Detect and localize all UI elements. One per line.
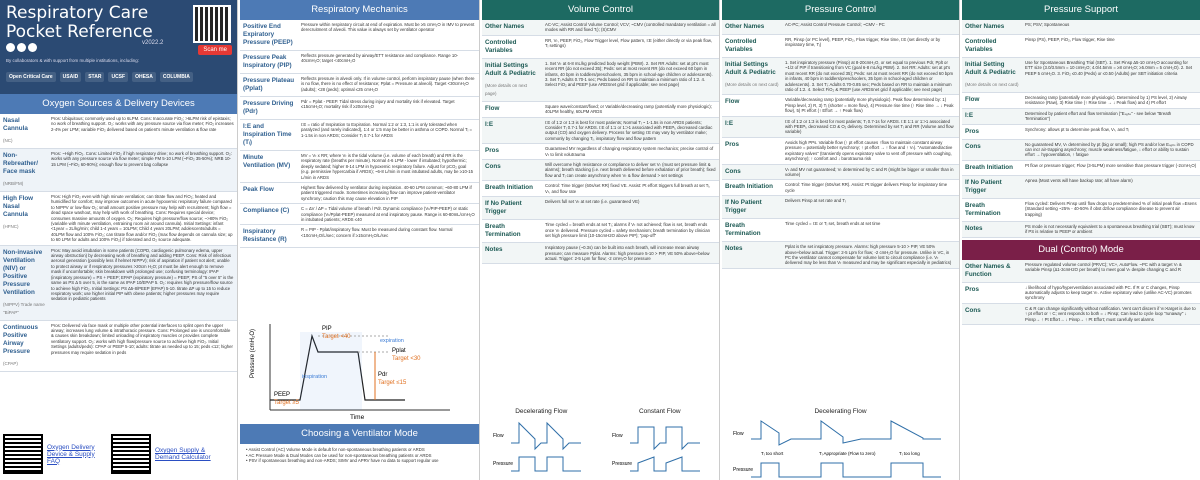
row-label: Pressure Plateau (Pplat) <box>243 77 295 92</box>
row-label: Cons <box>965 306 981 314</box>
row-value: Pros: May avoid intubation in some patients (COPD, cardiogenic pulmonary edema, upper airway obstruction) by decreasing work of breathing and adding PEEP. Cons: Risk of infectious aerosol generation (possibly less if helmet NIPPV); risk of aspiration if patient not alert; unable to protect airway or if respiratory pressures >20cm H₂O; pt must be alert enough to remove mask if uncomfortable; skin breakdown with prolonged use; confusing terminology: IPAP (inspiratory pressure) = PS + PEEP; EPAP (expiratory pressure) = PEEP; PS of "5 over 5" is the same as PS ∆ 5 over 5, is the same as IPAP 10/EPAP 5. O₂: requires high pressure/flow source to achieve high FiO₂. Initial Settings: PS ∆5-8/PEEP (EPAP) 5-10. titrate ∆P up to 15 to reduce respiratory work; use higher initial PIP with obese patients; higher pressures may require sedation in pediatric patients <box>51 247 234 302</box>
table-row <box>482 181 719 197</box>
logo-columbia: COLUMBIA <box>160 72 193 82</box>
row-value: Reflects pressure in alveoli only. If in volume control, perform inspiratory pause (when there is no flow, there is no effect of resistance; Pplat = Pressure at alveoli). Target <30cmH₂O (adults); <28 (peds); optimal ≤25 cmH₂O <box>301 76 475 92</box>
pplat-target: Target <30 <box>392 356 421 362</box>
choose-mode-title: Choosing a Ventilator Mode <box>240 424 479 444</box>
row-value: Highest flow delivered by ventilator during inspiration. 40-60 LPM common; ~60-80 LPM if patient triggered mode. Sometimes increasing flow can improve patient-ventilator synchrony; caution this may cause elevation in PIP <box>301 185 472 201</box>
table-row <box>482 197 719 220</box>
row-label: Peak Flow <box>243 186 274 194</box>
license-icons <box>6 43 37 52</box>
row-value: AC-VC; Assist Control Volume Control; VCV; ~CMV (controlled mandatory ventilation = all modes with RR and fixed Tᵢ); (S)CMV <box>545 22 716 33</box>
table-row <box>482 144 719 160</box>
inspiration-label: inspiration <box>302 374 328 380</box>
flow-axis-label: Flow <box>493 433 504 439</box>
table-row <box>722 35 959 58</box>
support-section-title: Pressure Support <box>962 0 1200 20</box>
table-row <box>0 114 237 149</box>
row-label: I:E <box>965 111 974 119</box>
row-value: Control: Time trigger (60s/set RR). Assist: Pt trigger delivers Pinsp for inspiratory time cycle <box>785 182 948 193</box>
table-row <box>482 102 719 118</box>
table-row <box>962 140 1200 161</box>
row-label: High Flow Nasal Cannula (HFNC) <box>0 192 48 245</box>
row-value: I:E of 1:2 or 1:3 is best for most patients; Tᵢ 0.7-1s for ARDS. I:E 1:1 or 1:>1 associated with PEEPᵢ, decreased CO & O₂ delivery. Determined by set Tᵢ and RR (Volume and flow variable) <box>785 118 954 135</box>
table-row <box>722 219 959 242</box>
flow-axis-label: Flow <box>611 433 623 439</box>
row-label: Cons <box>725 167 741 175</box>
row-value: Pt flow or pressure trigger; Flow (3-5LPM) more sensitive than pressure trigger (-2cmH₂O) <box>1025 162 1197 168</box>
table-row <box>962 93 1200 109</box>
row-label: Controlled Variables <box>725 38 757 53</box>
row-sublabel: (NC) <box>3 138 13 143</box>
dual-section-title: Dual (Control) Mode <box>962 240 1200 260</box>
table-row <box>240 204 479 225</box>
pressure-axis-label: Pressure <box>493 461 514 467</box>
row-label: Flow <box>485 104 500 112</box>
row-label: If No Patient Trigger <box>485 200 522 216</box>
table-row <box>722 165 959 181</box>
row-label: Non-Rebreather/ Face mask (NRB/FM) <box>0 149 48 191</box>
row-value: Apnea (Most vents will have backup rate; all have alarm) <box>1025 177 1133 183</box>
graph-title: Decelerating Flow <box>515 408 568 415</box>
oxygen-faq-link[interactable]: Oxygen Delivery Device & Supply FAQ <box>47 443 95 465</box>
logo-ucsf: UCSF <box>108 72 128 82</box>
dual-table <box>962 260 1200 325</box>
version-label: v2022.2 <box>142 40 164 46</box>
partner-logos <box>6 72 233 82</box>
row-value: 1. Set Vₜ at 6-8 mL/kg predicted body weight (PBW). 2. Set RR Adults: set at pt's most recent RR (do not exceed 35); Peds: set at most recent RR (do not exceed 60 bpm in infants, 40 bpm in toddlers/preschoolers, 35 bpm in school-age children or adolescents). 3. Set Tᵢ Adults 0.70-1 sec; Peds based on RR to maintain a minimum ratio of 1:2. 4. Select FiO₂ and PEEP (use ARDSnet grid if applicable; see next page) <box>545 60 713 88</box>
row-value: Square wave/constant/fixed; or Variable/decreasing ramp (potentially more physiologic); 40LPM healthy, 60LPM ARDS <box>545 103 712 115</box>
nc-icon <box>28 43 37 52</box>
volume-section-title: Volume Control <box>482 0 719 20</box>
reference-links <box>0 428 237 480</box>
table-row <box>962 199 1200 222</box>
table-row <box>722 20 959 35</box>
row-value: Flow cycled: Delivers Pinsp until flow drops to predetermined % of initial peak flow =Esens (Standard setting ~25% - 40-50% if obst dz/low compliance disease to prevent air trapping) <box>1025 200 1197 217</box>
row-label: Pros <box>725 140 739 148</box>
row-sublabel: (NIPPV) Trade name "BiPAP" <box>3 301 45 315</box>
constant-flow-graph <box>610 408 710 480</box>
row-value: Pplat is the set inspiratory pressure. Alarms: high pressure 5-10 > PIP, VE 50% above+below actual. Trigger: 2-5 Lpm for flow; -2 cmH₂O for pressure. Unlike in VC, in PC the ventilator cannot compensate for volume lost to circuit compliance (i.e. Vₜ delivered may be less than Vₜ measured and may be significant especially in pediatrics) <box>785 244 952 266</box>
collab-text: By collaborators & with support from multiple institutions, including: <box>6 58 140 63</box>
row-sublabel: (HFNC) <box>3 224 19 229</box>
row-label: Pros <box>965 285 979 293</box>
table-row <box>962 35 1200 58</box>
pressure-time-diagram <box>240 318 479 422</box>
list-item: • Assist Control (AC) Volume Mode is default for non-spontaneous breathing patients or ARDS <box>246 447 425 452</box>
column-volume-control <box>482 0 720 480</box>
row-value: I:E of 1:2 or 1:3 is best for most patients; Normal Tᵢ ~ 1-1.5s in non ARDS patients; Consider Tᵢ 0.7-1 for ARDS. I:E of 1:1 or 1:>1 associated with PEEPᵢ, decreased cardiac output (CO) and oxygen delivery. Process for setting I:E may vary by ventilator make; commonly by changing Tᵢ, inspiratory flow and flow pattern <box>545 119 713 141</box>
table-row <box>962 125 1200 140</box>
table-row <box>0 192 237 246</box>
row-value: Vₜ and MV not guaranteed; Vₜ determined by C and R (might be bigger or smaller than in volume) <box>785 166 954 177</box>
column-oxygen <box>0 0 238 480</box>
row-label: Non-invasive Ventilation (NIV) or Positive Pressure Ventilation (NIPPV) Trade name "BiPAP" <box>3 248 45 315</box>
pressure-table <box>722 20 959 269</box>
table-row <box>722 58 959 95</box>
oxygen-table <box>0 114 237 372</box>
row-value: R = PIP - Pplat/inspiratory flow. Must be measured during constant flow. Normal <10cmH₂O/L/sec; concern if ≥15cmH₂O/L/sec <box>301 227 453 238</box>
row-value: C & R can change significantly without notification. Vent can't discern if Vₜ>target is due to ↑ pt effort or ↑ C; vent responds to both = ↓ Pinsp; Can lead to cycle loop "runaway" ↓ Pinsp→ ↑ Pt Effort→ ↓ Pinsp→ ↑ Pt Effort; must carefully set alarms <box>1025 305 1196 322</box>
row-value: Pdr = Pplat - PEEP. Tidal stress during injury and mortality risk if elevated. Target ≤15cmH₂O; mortality risk if ≥20cmH₂O <box>301 99 455 110</box>
row-label: I:E <box>485 120 494 128</box>
logo-ohesa: OHESA <box>132 72 156 82</box>
row-label: Cons <box>965 142 981 150</box>
row-label: Minute Ventilation (MV) <box>243 154 291 169</box>
table-row <box>722 138 959 165</box>
table-row <box>962 222 1200 238</box>
row-value: Use for Spontaneous Breathing Trial (SBT). 1. Set Pinsp ∆5-10 cmH₂O accounting for ETT size (3.0/3.5mm = 10 cmH₂O; 4.0/4.5mm = ≥8 cmH₂O; ≥5.0mm = 5 cmH₂O). 2. Set PEEP 5 cmH₂O. 3. FiO₂ ≤0.40 (Peds) or ≤0.50 (Adults) per SBT initiation criteria <box>1025 60 1193 76</box>
table-row <box>0 246 237 321</box>
mechanics-table <box>240 20 479 248</box>
row-value: Control: Time trigger (60s/set RR) fixed VE. Assist: Pt effort triggers full breath at set Tᵢ, Vₜ, and flow rate <box>545 183 711 194</box>
table-row <box>482 243 719 264</box>
peep-target: Target ≥5 <box>274 400 299 406</box>
row-value: PS mode is not necessarily equivalent to a spontaneous breathing trial (SBT); must know if PS is relative to PEEP or ambient <box>1025 223 1195 235</box>
row-label: Notes <box>965 224 983 232</box>
pdr-target: Target ≤15 <box>378 380 407 386</box>
row-label: Inspiratory Resistance (R) <box>243 228 287 244</box>
logo-occ: Open Critical Care <box>6 72 56 82</box>
row-label: Notes <box>485 246 503 254</box>
table-row <box>722 117 959 138</box>
pressure-section-title: Pressure Control <box>722 0 959 20</box>
row-label: Pros <box>965 127 979 135</box>
row-value: Will overcome high resistance or compliance to deliver set Vₜ (must set pressure limit & alarms); breath stacking (i.e. next breath delivered before exhalation of prior breath); fixed flow and Tᵢ can create asynchrony when Vₜ & flow demand > set settings <box>545 162 716 178</box>
table-row <box>962 176 1200 199</box>
cc-icon <box>6 43 15 52</box>
table-row <box>482 160 719 181</box>
row-value: Pros: Ubiquitous; commonly used up to 6LPM. Cons: Inaccurate FiO₂; >6LPM risk of epistaxis; no work of breathing support. O₂: works with any pressure source via flow meter; FiO₂ increases 2-4% per LPM; variable FiO₂ delivered based on patient's minute ventilation & flow rate <box>51 116 234 132</box>
peep-label: PEEP <box>274 392 291 398</box>
row-label: Pressure Driving (Pdr) <box>243 100 294 115</box>
volume-table <box>482 20 719 264</box>
row-sublabel: (More details on next card) <box>725 82 779 87</box>
table-row <box>482 59 719 102</box>
column-pressure-support <box>962 0 1200 480</box>
row-sublabel: (More details on next card) <box>965 82 1019 87</box>
row-value: AC-PC; Assist Control Pressure Control; ~CMV - PC <box>785 22 885 27</box>
ti-too-short-label: Tᵢ too short <box>760 451 783 456</box>
row-label: Initial Settings Adult & Pediatric (More details on next page) <box>482 59 542 101</box>
row-label: Controlled Variables <box>485 38 517 54</box>
table-row <box>962 283 1200 304</box>
row-sublabel: (More details on next page) <box>485 82 528 96</box>
support-table <box>962 20 1200 238</box>
row-sublabel: (CPAP) <box>3 360 18 366</box>
table-row <box>962 109 1200 125</box>
pip-label: PIP <box>322 326 332 332</box>
row-label: Other Names <box>725 23 765 30</box>
row-label: Breath Termination <box>725 222 761 238</box>
table-row <box>0 149 237 192</box>
flow-axis-label: Flow <box>732 431 744 437</box>
row-value: Avoids high PPs. Variable flow (↑ pt effort causes ↑flow to maintain constant airway pressure = potentially better synchrony; ↑ pt effort → ↑ flow and ↑ Vₜ). "Automated/active expiratory valves" (transiently opens expiratory valve to vent off pressure with coughing, asynchrony); ↑ comfort and ↓ barotrauma risk <box>785 139 953 162</box>
decelerating-flow-graph <box>491 408 591 480</box>
row-value: No guaranteed MV, Vₜ determined by pt (big or small); high PS and/or low Eₛₑₙₛ in COPD can incr air-trapping asynchrony; muscle weakness/fatigue, ↓ effort or ability to sustain effort → hypoventilation, ↑ fatigue <box>1025 141 1194 158</box>
row-label: Breath Initiation <box>485 184 533 192</box>
row-value: PS; PSV; Spontaneous <box>1025 22 1070 27</box>
table-row <box>240 225 479 248</box>
table-row <box>240 97 479 120</box>
qr-code-icon[interactable] <box>193 5 231 43</box>
row-label: Positive End Expiratory Pressure (PEEP) <box>243 23 293 46</box>
expiration-label: expiration <box>380 338 404 344</box>
pressure-axis-label: Pressure <box>732 467 753 473</box>
table-row <box>240 120 479 151</box>
table-row <box>962 161 1200 176</box>
title-banner <box>0 0 237 94</box>
row-value: Inspiratory pause (~0.3s) can be built into each breath, will increase mean airway pressure; can measure Pplat. Alarms: high pressure 5-10 > PIP, VE 50% above+below actual. Trigger: 2-5 Lpm for flow; -2 cmH₂O for pressure <box>545 245 710 261</box>
row-label: Nasal Cannula (NC) <box>0 114 48 148</box>
mechanics-section-title: Respiratory Mechanics <box>240 0 479 20</box>
row-label: Breath Termination <box>485 223 521 239</box>
row-value: Pressure regulated volume control (PRVC); VC+, AutoFlow. ~PC with a target Vₜ & variable Pinsp (∆1-3cmH2O per breath) to meet goal Vₜ despite changing C and R <box>1025 261 1182 273</box>
list-item: • AC Pressure Mode & Dual Modes can be used for non-spontaneous breathing patients or ARDS <box>246 452 432 458</box>
table-row <box>722 242 959 269</box>
pip-target: Target <40 <box>322 334 351 340</box>
row-label: Breath Initiation <box>725 183 773 191</box>
row-value: Guaranteed MV regardless of changing respiratory system mechanics; precise control of Vₜ to limit volutrauma <box>545 146 714 157</box>
row-label: Breath Initiation <box>965 163 1013 171</box>
row-value: Pinsp (PS), PEEP, FiO₂, Flow trigger, Rise time <box>1025 37 1115 42</box>
page-title: Respiratory Care Pocket Reference <box>6 3 153 42</box>
by-icon <box>17 43 26 52</box>
row-label: Flow <box>725 98 740 106</box>
table-row <box>722 95 959 116</box>
table-row <box>482 36 719 59</box>
ti-appropriate-label: Tᵢ Appropriate (Flow to zero) <box>818 451 875 456</box>
column-mechanics <box>240 0 480 480</box>
row-label: If No Patient Trigger <box>725 199 762 215</box>
column-pressure-control <box>722 0 960 480</box>
table-row <box>482 118 719 145</box>
logo-usaid: USAID <box>60 72 82 82</box>
pplat-label: Pplat <box>392 348 406 354</box>
pressure-graphs <box>722 408 959 480</box>
row-label: Compliance (C) <box>243 207 290 215</box>
row-label: Controlled Variables <box>965 38 997 53</box>
row-label: Pressure Peak Inspiratory (PIP) <box>243 54 292 69</box>
scan-me-badge: Scan me <box>198 45 232 55</box>
table-row <box>962 20 1200 35</box>
table-row <box>0 321 237 372</box>
row-label: Notes <box>725 245 743 253</box>
table-row <box>240 20 479 51</box>
pressure-axis-label: Pressure <box>611 461 632 467</box>
y-axis-label: Pressure (cmH₂O) <box>250 329 256 378</box>
row-label: Initial Settings Adult & Pediatric (More details on next card) <box>725 61 779 87</box>
row-value: I:E = ratio of Inspiration to Expiration. Normal 1:2 or 1:3, 1:1 is only tolerated when paralyzed (and rarely indicated), 1:4 or 1:5 may be better in asthma or COPD. Normal Tᵢ = 1-1.5s in non ARDS; Consider Tᵢ 0.7-1 for ARDS <box>301 122 472 138</box>
table-row <box>240 51 479 74</box>
row-value: RR, Vₜ, PEEP, FiO₂, Flow Trigger level, Flow pattern, I:E (either directly or via peak flow, Tᵢ settings) <box>545 37 712 49</box>
row-label: If No Patient Trigger <box>965 178 1002 194</box>
row-value: C = ∆V / ∆P = Tidal volume of breath / Pdr. Dynamic compliance (Vₜ/PIP-PEEP) or static compliance (Vₜ/Pplat-PEEP) measured at end inspiratory pause. Range is 60-80mL/cmH₂O in intubated patients; ARDS ≤40 <box>301 206 475 223</box>
row-label: Breath Termination <box>965 201 1001 217</box>
row-label: Cons <box>485 163 501 171</box>
x-axis-label: Time <box>350 414 365 421</box>
row-value: Decreasing ramp (potentially more physiologic). Determined by 1) PS level, 2) Airway resistance (Raw), 3) Rise time (↑ Rise time → ↓ Peak flow) and 4) Pt effort <box>1025 95 1187 106</box>
row-value: Delivers full set Vₜ at set rate (i.e. guaranteed VE) <box>545 199 640 205</box>
table-row <box>962 304 1200 325</box>
logo-star: STAR <box>85 72 104 82</box>
choose-mode-section <box>240 424 479 467</box>
row-sublabel: (NRB/FM) <box>3 181 24 186</box>
table-row <box>962 58 1200 93</box>
row-value: Pros: ~High FiO₂. Cons: Limited FiO₂ if high respiratory drive; no work of breathing support. O₂: works with any pressure source via flow meter; simple FM 5-10 LPM (~FiO₂ 35-50%); NRB 10-15 LPM (~FiO₂ 60-90%); enough flow to prevent bag collapse <box>51 151 232 167</box>
row-value: RR, Pinsp (or PC level), PEEP, FiO₂, Flow trigger, Rise time, I:E (set directly or by inspiratory time, Tᵢ) <box>785 37 941 48</box>
row-value: Time cycled = breath ends at set Tᵢ; alarms if Vₜ not achieved; flow is set, breath ends once Vₜ delivered. Pressure cycled = safety mechanism; breath termination by clinician set high pressure limit (10-15cmH2O above PIP); "pop-off" <box>545 222 710 238</box>
qr-code-icon[interactable] <box>3 434 43 474</box>
row-label: Other Names <box>485 23 525 30</box>
row-value: Time cycled = I:E or Tᵢ set, breath ends at set time <box>785 221 881 227</box>
row-label: Continuous Positive Airway Pressure (CPAP) <box>0 321 48 371</box>
table-row <box>722 180 959 196</box>
list-item: • PSV if spontaneous breathing and non-ARDS; SIMV and APRV have no data to support regular use <box>246 458 439 464</box>
row-value: 1. Set inspiratory pressure (Pinsp) at 8-20cmH₂O, or set equal to previous Pdr, Pplt or ~1/2 of PIP if transitioning from VC (goal 6-8 mL/kg PBW). 2. Set RR: Adults: set at pt's most recent RR (do not exceed 35); Peds: set at most recent RR (do not exceed 60 bpm in infants, 40 bpm in toddlers/preschoolers, 35 bpm in school-aged children or adolescents). 3. Set Tᵢ: Adults 0.70-0.85 sec; Peds based on RR to maintain a minimum ratio of 1:2. 4. Select FiO₂ & PEEP (use ARDSnet grid if applicable; see next page) <box>785 60 954 93</box>
row-value: Pros: Delivered via face mask or multiple other potential interfaces to splint open the upper airway; increases lung volume & intrathoracic pressure. Cons: Prolonged use is uncomfortable & causes skin breakdown; limited unloading of inspiratory muscles or provides complete ventilatory support. O₂: works with high flow/pressure source to achieve high FiO₂. Initial Settings (adults/peds): CPAP or PEEP 5-10; adults: titrate as needed up to 15; peds ≤12; higher pressures may require sedation in peds <box>51 322 233 355</box>
row-label: I:E and Inspiration Time (Tᵢ) <box>243 123 292 146</box>
row-label: Other Names <box>965 23 1005 30</box>
ti-too-long-label: Tᵢ too long <box>898 451 920 456</box>
row-value: Variable/decreasing ramp (potentially more physiologic). Peak flow determined by: 1) Pinsp level, 2) R, 3) Tᵢ (shorter = more flow), 4) Pressure rise time (↑ Rise time → ↓ Peak flow), 5) Pt effort (↑ Effort → ↑ Peak flow) <box>785 97 954 114</box>
graph-title: Decelerating Flow <box>814 408 867 415</box>
row-label: Initial Setting Adult & Pediatric (More details on next card) <box>965 61 1019 87</box>
table-row <box>482 20 719 36</box>
table-row <box>482 220 719 243</box>
row-value: MV = Vₜ x RR; where Vₜ is the tidal volume (i.e. volume of each breath) and RR is the respiratory rate (breaths per minute). Normal 4-6 LPM - lower if intubated; hypothermic; deeply sedated; higher 8-14 LPM in hypoxemic respiratory failure. Adjust for pCO₂ goal (e.g. permissive hypercarbia if ARDS); ~6-8 L/min in most intubated adults, may be ≥10-15 L/min in ARDS <box>301 153 474 180</box>
row-value: Reflects pressure generated by airway/ETT resistance and compliance. Range 10-40cmH₂O; target <40cmH₂O <box>301 53 459 64</box>
row-label: I:E <box>725 119 734 127</box>
graph-title: Constant Flow <box>638 408 681 415</box>
row-value: Determined by patient effort and flow termination ("Eₛₑₙₛ" - see below "Breath Termination") <box>1025 110 1172 122</box>
oxygen-section-title: Oxygen Sources & Delivery Devices <box>0 94 237 114</box>
volume-graphs <box>482 408 719 480</box>
row-label: Flow <box>965 96 980 103</box>
table-row <box>240 183 479 204</box>
oxygen-calculator-link[interactable]: Oxygen Supply & Demand Calculator <box>155 447 211 461</box>
table-row <box>962 260 1200 283</box>
table-row <box>240 151 479 183</box>
row-label: Other Names & Function <box>965 262 1011 278</box>
decelerating-flow-graph <box>731 408 951 480</box>
row-value: Pros: High FiO₂ even with high minute ventilation; can titrate flow and FiO₂; heated and humidified for comfort; may improve outcomes in acute hypoxemic respiratory failure compared to NIPPV or low-flow O₂; small amount positive pressure may help with recruitment; high flow = dead space washout, may help with work of breathing. Cons: Requires special device; consumes massive amounts of oxygen. O₂: Requires high pressure/flow source; ~>80% FiO₂ (variable with minute ventilation, entraining room air around cannula). Initial Settings: infant <1year = 2L/kg/min; child 1-4 years = 10LPM; Child 4 years 20LPM; adolescents/adults = 40LPM flow and 100% FiO₂; can titrate flow and/or FiO₂ (max flow depends on cannula size; up to 60 LPM for adults and 100% FiO₂) if tolerated and O₂ source adequate. <box>51 194 233 243</box>
choose-mode-list <box>240 444 479 467</box>
table-row <box>240 74 479 97</box>
row-value: Delivers Pinsp at set rate and Tᵢ <box>785 198 846 204</box>
row-value: ↓ likelihood of hypo/hyperventilation associated with PC. If R or C changes, Pinsp automatically adjusts to keep target Vₜ. Active expiratory valve (unlike AC-VC) promotes synchrony <box>1025 284 1192 301</box>
pdr-label: Pdr <box>378 372 388 378</box>
row-label: Pros <box>485 147 499 155</box>
row-value: Synchrony: allows pt to determine peak flow, Vₜ, and Tᵢ <box>1025 126 1130 132</box>
row-value: Pressure within respiratory circuit at end of expiration. Must be ≥5 cmH₂O in IMV to prevent derecruitment of alveoli. This value is always set by ventilator operator <box>301 22 475 33</box>
table-row <box>722 196 959 219</box>
qr-code-icon[interactable] <box>111 434 151 474</box>
